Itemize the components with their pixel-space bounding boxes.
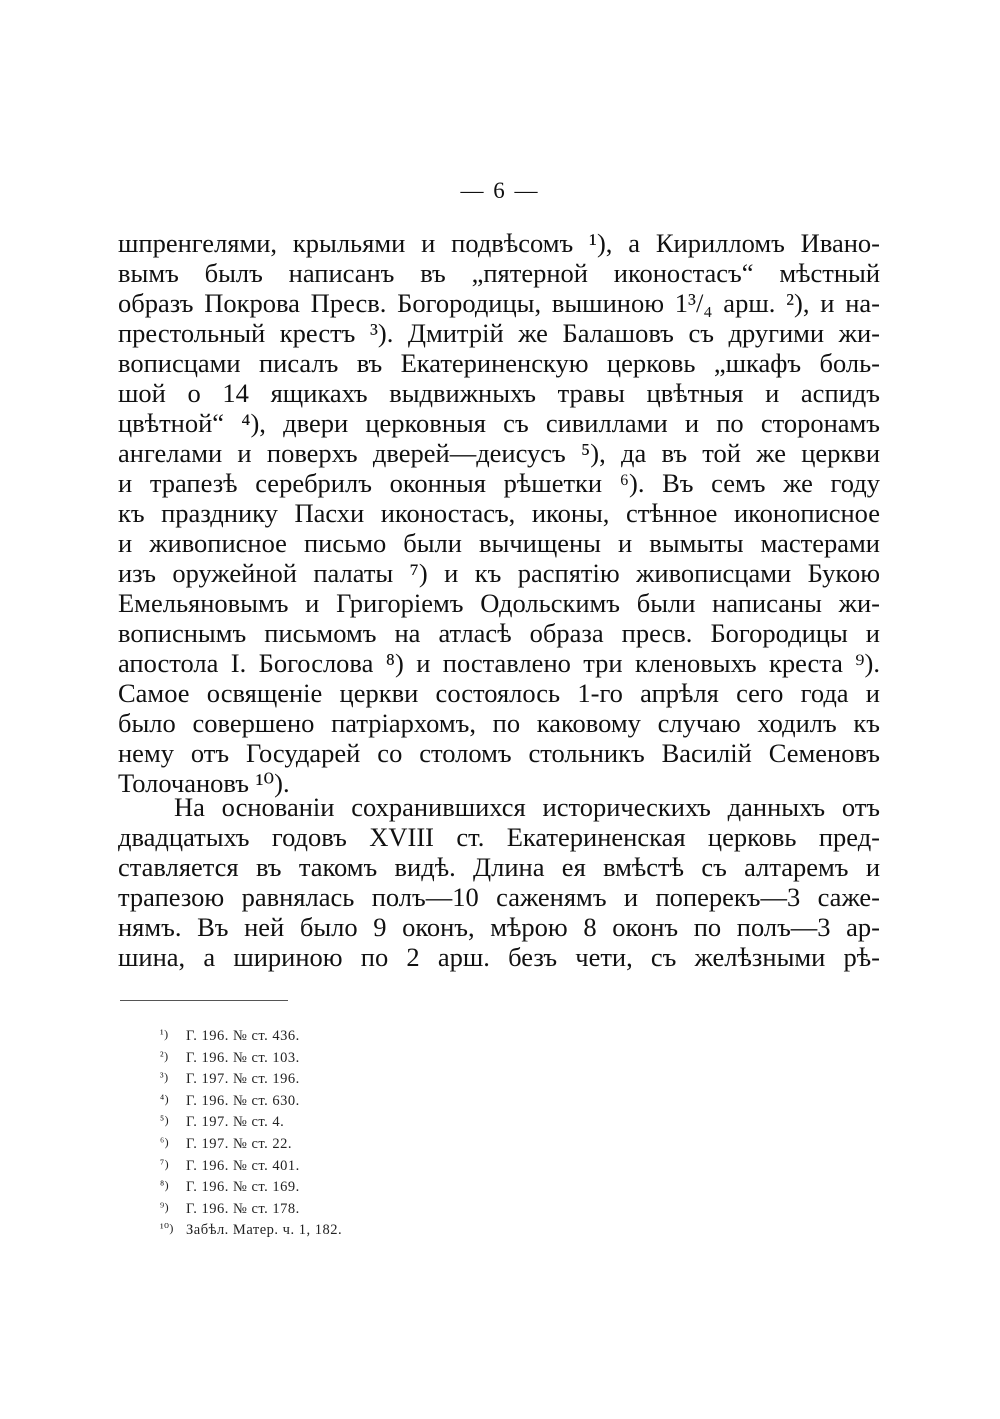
text-line: и живописное письмо были вычищены и вымыты мастерами — [118, 528, 880, 558]
text-line: престольный крестъ ³). Дмитрій же Балашовъ съ другими жи- — [118, 318, 880, 348]
text-line: Толочановъ ¹⁰). — [118, 768, 290, 798]
footnote-mark: ²) — [160, 1048, 169, 1063]
footnote — [160, 1067, 580, 1089]
footnote — [160, 1110, 580, 1132]
footnote-mark: ¹) — [160, 1027, 169, 1041]
text-line: ставляется въ такомъ видѣ. Длина ея вмѣстѣ съ алтаремъ и — [118, 852, 880, 882]
footnote-mark: ⁹) — [160, 1199, 170, 1214]
footnote — [160, 1132, 580, 1154]
footnote — [160, 1024, 580, 1046]
text-line: вымъ былъ написанъ въ „пятерной иконостасъ“ мѣстный — [118, 258, 880, 288]
text-line: нямъ. Въ ней было 9 оконъ, мѣрою 8 оконъ по полъ—3 ар- — [118, 912, 880, 942]
footnote-mark: ⁵) — [160, 1113, 170, 1128]
text-line: шина, а шириною по 2 арш. безъ чети, съ желѣзными рѣ- — [118, 942, 880, 972]
footnote-text: Г. 196. № ст. 630. — [186, 1092, 300, 1109]
footnote-mark: ³) — [160, 1070, 169, 1085]
text-line: изъ оружейной палаты ⁷) и къ распятію живописцами Букою — [118, 558, 880, 588]
footnote-text: Забѣл. Матер. ч. 1, 182. — [186, 1222, 343, 1239]
page-number: — 6 — — [460, 178, 540, 203]
text-line: Емельяновымъ и Григоріемъ Одольскимъ были написаны жи- — [118, 588, 880, 618]
footnote — [160, 1175, 580, 1197]
footnote-mark: ⁷) — [160, 1156, 170, 1171]
footnote-mark: ⁸) — [160, 1178, 170, 1193]
footnote-text: Г. 196. № ст. 436. — [186, 1028, 300, 1044]
footnote-text: Г. 196. № ст. 401. — [186, 1157, 300, 1174]
footnote-text: Г. 196. № ст. 178. — [186, 1200, 300, 1217]
footnote-text: Г. 196. № ст. 169. — [186, 1179, 300, 1196]
text-line: образъ Покрова Пресв. Богородицы, вышиною 1³/₄ арш. ²), и на- — [118, 288, 880, 318]
footnote-mark: ¹⁰) — [160, 1221, 174, 1236]
text-line: двадцатыхъ годовъ XVIII ст. Екатериненская церковь пред- — [118, 822, 880, 852]
footnote-divider — [120, 1000, 288, 1001]
text-line: цвѣтной“ ⁴), двери церковныя съ сивиллами и по сторонамъ — [118, 408, 880, 438]
footnote-mark: ⁴) — [160, 1091, 170, 1106]
footnote-text: Г. 197. № ст. 22. — [186, 1135, 293, 1152]
text-line: Самое освященіе церкви состоялось 1-го апрѣля сего года и — [118, 678, 880, 708]
footnote-mark: ⁶) — [160, 1134, 170, 1149]
footnote-text: Г. 196. № ст. 103. — [186, 1049, 300, 1066]
text-line: ангелами и поверхъ дверей—деисусъ ⁵), да въ той же церкви — [118, 438, 880, 468]
footnote — [160, 1089, 580, 1111]
text-line: трапезою равнялась полъ—10 саженямъ и поперекъ—3 саже- — [118, 882, 880, 912]
text-line: шпренгелями, крыльями и подвѣсомъ ¹), а Кирилломъ Ивано- — [118, 228, 880, 258]
text-line: шой о 14 ящикахъ выдвижныхъ травы цвѣтныя и аспидъ — [118, 378, 880, 408]
footnote — [160, 1218, 580, 1240]
footnote — [160, 1197, 580, 1219]
text-line: апостола І. Богослова ⁸) и поставлено три кленовыхъ креста ⁹). — [118, 648, 880, 678]
paragraph-2 — [118, 792, 880, 972]
text-line: къ празднику Пасхи иконостасъ, иконы, стѣнное иконописное — [118, 498, 880, 528]
footnote-text: Г. 197. № ст. 4. — [186, 1114, 285, 1131]
text-line: было совершено патріархомъ, по каковому случаю ходилъ къ — [118, 708, 880, 738]
text-line: вописцами писалъ въ Екатериненскую церковь „шкафъ боль- — [118, 348, 880, 378]
text-line: На основаніи сохранившихся историческихъ данныхъ отъ — [174, 792, 880, 822]
paragraph-1 — [118, 228, 880, 798]
footnote — [160, 1046, 580, 1068]
text-line: вописнымъ письмомъ на атласѣ образа пресв. Богородицы и — [118, 618, 880, 648]
text-line: и трапезѣ серебрилъ оконныя рѣшетки ⁶). Въ семъ же году — [118, 468, 880, 498]
text-line: нему отъ Государей со столомъ стольникъ Василій Семеновъ — [118, 738, 880, 768]
footnotes — [160, 1024, 580, 1240]
footnote-text: Г. 197. № ст. 196. — [186, 1071, 300, 1088]
footnote — [160, 1154, 580, 1176]
